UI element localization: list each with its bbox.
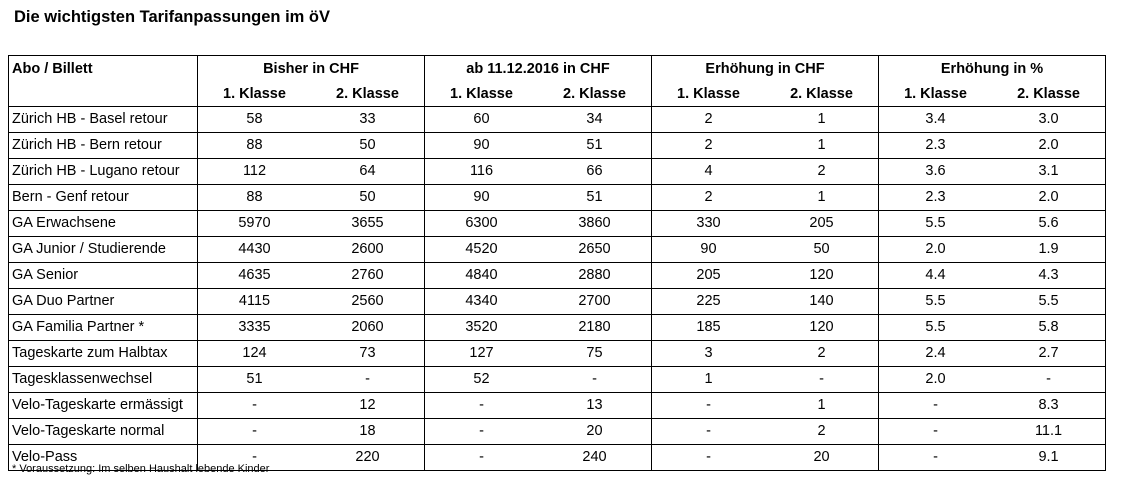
table-cell: 90 [425,133,539,159]
table-row [9,185,1106,211]
table-cell: 2 [765,159,879,185]
table-cell: - [652,445,766,471]
table-cell: 4520 [425,237,539,263]
table-cell: 2180 [538,315,652,341]
table-cell: - [425,445,539,471]
table-row [9,367,1106,393]
table-cell: 1 [765,185,879,211]
table-cell: 1 [765,107,879,133]
table-cell: 50 [765,237,879,263]
col-header-class1: 1. Klasse [198,82,312,107]
table-cell: 58 [198,107,312,133]
table-cell: 4635 [198,263,312,289]
table-cell: 3.6 [879,159,993,185]
table-cell: 50 [311,133,425,159]
table-cell: 3655 [311,211,425,237]
table-row [9,133,1106,159]
row-label: Velo-Tageskarte normal [9,419,198,445]
table-cell: - [538,367,652,393]
row-label: Velo-Tageskarte ermässigt [9,393,198,419]
table-cell: 185 [652,315,766,341]
table-row [9,289,1106,315]
tariff-table [8,55,1106,471]
table-cell: 2 [652,133,766,159]
table-cell: 1.9 [992,237,1106,263]
table-cell: 240 [538,445,652,471]
row-label: Velo-Pass [9,445,198,471]
table-cell: 124 [198,341,312,367]
table-cell: 4.3 [992,263,1106,289]
row-label: Zürich HB - Basel retour [9,107,198,133]
table-cell: - [198,419,312,445]
table-cell: 33 [311,107,425,133]
table-cell: 8.3 [992,393,1106,419]
table-cell: 73 [311,341,425,367]
table-cell: 34 [538,107,652,133]
table-cell: 4840 [425,263,539,289]
table-cell: 4.4 [879,263,993,289]
col-header-class2: 2. Klasse [563,86,626,102]
table-cell: 2.0 [879,237,993,263]
table-cell: 112 [198,159,312,185]
row-label: Tageskarte zum Halbtax [9,341,198,367]
table-body [9,107,1106,471]
table-cell: 51 [538,133,652,159]
col-group-erhoehung-pct: Erhöhung in % [879,56,1106,83]
table-cell: 90 [425,185,539,211]
table-cell: 5.8 [992,315,1106,341]
table-cell: 51 [198,367,312,393]
col-header-class1: 1. Klasse [425,82,539,107]
table-cell: 3.0 [992,107,1106,133]
table-cell: - [765,367,879,393]
table-cell: 3335 [198,315,312,341]
col-group-neu: ab 11.12.2016 in CHF [425,56,652,83]
table-cell: 4 [652,159,766,185]
table-cell: 11.1 [992,419,1106,445]
table-cell: 120 [765,315,879,341]
table-cell: 88 [198,133,312,159]
row-label: Tagesklassenwechsel [9,367,198,393]
table-row [9,393,1106,419]
col-header-class2: 2. Klasse [992,82,1106,107]
table-cell: - [992,367,1106,393]
table-row [9,211,1106,237]
table-cell: - [311,367,425,393]
table-cell: 3520 [425,315,539,341]
table-cell: 330 [652,211,766,237]
table-cell: - [425,419,539,445]
table-cell: 2.7 [992,341,1106,367]
table-cell: - [652,419,766,445]
table-cell: 1 [765,393,879,419]
table-cell: 2.0 [992,185,1106,211]
table-cell: 18 [311,419,425,445]
row-label: Bern - Genf retour [9,185,198,211]
table-cell: 64 [311,159,425,185]
col-group-bisher: Bisher in CHF [198,56,425,83]
table-cell: 50 [311,185,425,211]
table-cell: - [425,393,539,419]
table-cell: 2 [652,107,766,133]
table-cell: 20 [538,419,652,445]
table-cell: 3.1 [992,159,1106,185]
table-cell: 5.5 [992,289,1106,315]
table-cell: 2600 [311,237,425,263]
table-cell: 120 [765,263,879,289]
table-cell: 140 [765,289,879,315]
table-cell: 2 [652,185,766,211]
table-cell: 2650 [538,237,652,263]
col-header-class1: 1. Klasse [652,82,766,107]
table-cell: 2.3 [879,185,993,211]
col-group-erhoehung-chf: Erhöhung in CHF [652,56,879,83]
table-cell: 5.5 [879,315,993,341]
table-cell: - [198,393,312,419]
table-cell: 2.0 [992,133,1106,159]
table-cell: 205 [652,263,766,289]
table-cell: 75 [538,341,652,367]
table-cell: 90 [652,237,766,263]
table-row [9,341,1106,367]
table-cell: 6300 [425,211,539,237]
table-cell: 20 [765,445,879,471]
table-cell: 2760 [311,263,425,289]
table-cell: 4340 [425,289,539,315]
header-row-groups [9,56,1106,83]
table-cell: - [652,393,766,419]
table-row [9,237,1106,263]
table-cell: 2700 [538,289,652,315]
col-header-class2: 2. Klasse [790,86,853,102]
table-cell: 52 [425,367,539,393]
col-header-abo: Abo / Billett [9,56,198,107]
table-cell: 5970 [198,211,312,237]
table-cell: 4430 [198,237,312,263]
row-label: GA Erwachsene [9,211,198,237]
table-cell: 2.3 [879,133,993,159]
col-header-class2: 2. Klasse [336,86,399,102]
table-cell: 9.1 [992,445,1106,471]
table-cell: 2 [765,341,879,367]
table-cell: 2060 [311,315,425,341]
table-cell: 5.5 [879,289,993,315]
row-label: Zürich HB - Lugano retour [9,159,198,185]
table-row [9,419,1106,445]
row-label: GA Junior / Studierende [9,237,198,263]
table-cell: 127 [425,341,539,367]
row-label: GA Senior [9,263,198,289]
table-cell: 51 [538,185,652,211]
table-cell: - [879,419,993,445]
table-cell: 60 [425,107,539,133]
table-cell: - [879,393,993,419]
table-cell: - [879,445,993,471]
table-cell: 2.0 [879,367,993,393]
table-cell: 1 [652,367,766,393]
row-label: GA Duo Partner [9,289,198,315]
table-cell: 3.4 [879,107,993,133]
table-cell: 2 [765,419,879,445]
table-cell: 2.4 [879,341,993,367]
table-cell: 5.6 [992,211,1106,237]
table-cell: 3860 [538,211,652,237]
table-cell: 220 [311,445,425,471]
col-header-class1: 1. Klasse [879,82,993,107]
table-cell: 2880 [538,263,652,289]
row-label: GA Familia Partner * [9,315,198,341]
table-cell: 205 [765,211,879,237]
table-cell: 2560 [311,289,425,315]
table-cell: - [198,445,312,471]
table-row [9,159,1106,185]
table-row [9,263,1106,289]
table-cell: 225 [652,289,766,315]
footnote: * Voraussetzung: Im selben Haushalt lebende Kinder [12,463,270,475]
table-row [9,315,1106,341]
table-row [9,107,1106,133]
page-title: Die wichtigsten Tarifanpassungen im öV [14,8,330,26]
table-cell: 3 [652,341,766,367]
table-cell: 5.5 [879,211,993,237]
table-cell: 1 [765,133,879,159]
table-cell: 66 [538,159,652,185]
table-cell: 13 [538,393,652,419]
table-cell: 88 [198,185,312,211]
table-cell: 116 [425,159,539,185]
table-cell: 4115 [198,289,312,315]
table-cell: 12 [311,393,425,419]
row-label: Zürich HB - Bern retour [9,133,198,159]
